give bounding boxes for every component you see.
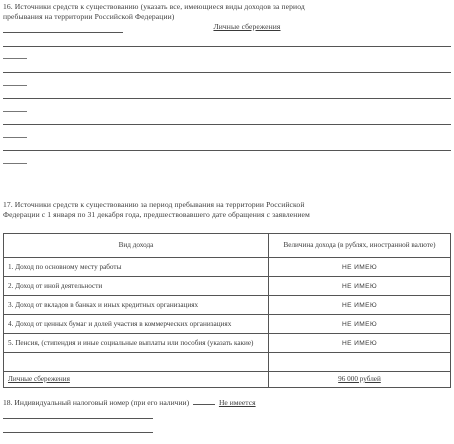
blank-line bbox=[3, 85, 27, 86]
income-amount-cell: НЕ ИМЕЮ bbox=[269, 334, 451, 353]
header-income-type: Вид дохода bbox=[4, 234, 269, 258]
table-row bbox=[4, 353, 451, 372]
blank-line bbox=[3, 124, 451, 125]
total-amount: 96 000 рублей bbox=[338, 375, 381, 383]
header-income-amount: Величина дохода (в рублях, иностранной валюте) bbox=[269, 234, 451, 258]
blank-line bbox=[3, 72, 451, 73]
blank-line bbox=[3, 111, 27, 112]
section-16-fill-value: Личные сбережения bbox=[213, 22, 281, 31]
income-amount-cell: НЕ ИМЕЮ bbox=[269, 277, 451, 296]
blank-line bbox=[3, 98, 451, 99]
blank-line bbox=[3, 46, 451, 47]
table-row bbox=[4, 334, 451, 353]
table-row bbox=[4, 277, 451, 296]
table-header-row bbox=[4, 234, 451, 258]
blank-line bbox=[3, 32, 123, 33]
total-label: Личные сбережения bbox=[8, 375, 70, 383]
income-amount-cell bbox=[269, 353, 451, 372]
blank-line bbox=[3, 150, 451, 151]
table-row bbox=[4, 296, 451, 315]
section-18-text: 18. Индивидуальный налоговый номер (при его наличии) bbox=[3, 398, 190, 407]
table-row bbox=[4, 315, 451, 334]
blank-line bbox=[3, 432, 153, 433]
blank-line bbox=[3, 58, 27, 59]
section-16-line-1: 16. Источники средств к существованию (указать все, имеющиеся виды доходов за период bbox=[3, 2, 305, 11]
section-16 bbox=[3, 2, 451, 32]
income-type-cell: 3. Доход от вкладов в банках и иных кредитных организациях bbox=[4, 296, 269, 315]
section-18 bbox=[3, 398, 256, 407]
blank-line bbox=[3, 137, 27, 138]
income-amount-cell: НЕ ИМЕЮ bbox=[269, 296, 451, 315]
section-17 bbox=[3, 200, 451, 220]
income-amount-cell: НЕ ИМЕЮ bbox=[269, 258, 451, 277]
blank-line bbox=[3, 163, 27, 164]
section-17-line-2: Федерации с 1 января по 31 декабря года, предшествовавшего дате обращения с заявлением bbox=[3, 210, 310, 219]
income-table bbox=[3, 233, 451, 388]
section-17-line-1: 17. Источники средств к существованию за период пребывания на территории Российской bbox=[3, 200, 305, 209]
table-row bbox=[4, 258, 451, 277]
income-type-cell: 2. Доход от иной деятельности bbox=[4, 277, 269, 296]
income-type-cell: 1. Доход по основному месту работы bbox=[4, 258, 269, 277]
income-amount-cell: НЕ ИМЕЮ bbox=[269, 315, 451, 334]
section-18-value: Не имеется bbox=[218, 398, 256, 407]
income-type-cell: 5. Пенсия, (стипендия и иные социальные выплаты или пособия (указать какие) bbox=[4, 334, 269, 353]
income-type-cell: 4. Доход от ценных бумаг и долей участия в коммерческих организациях bbox=[4, 315, 269, 334]
section-16-line-2: пребывания на территории Российской Федерации) bbox=[3, 12, 175, 21]
table-total-row bbox=[4, 372, 451, 388]
blank-line bbox=[3, 418, 153, 419]
income-type-cell bbox=[4, 353, 269, 372]
